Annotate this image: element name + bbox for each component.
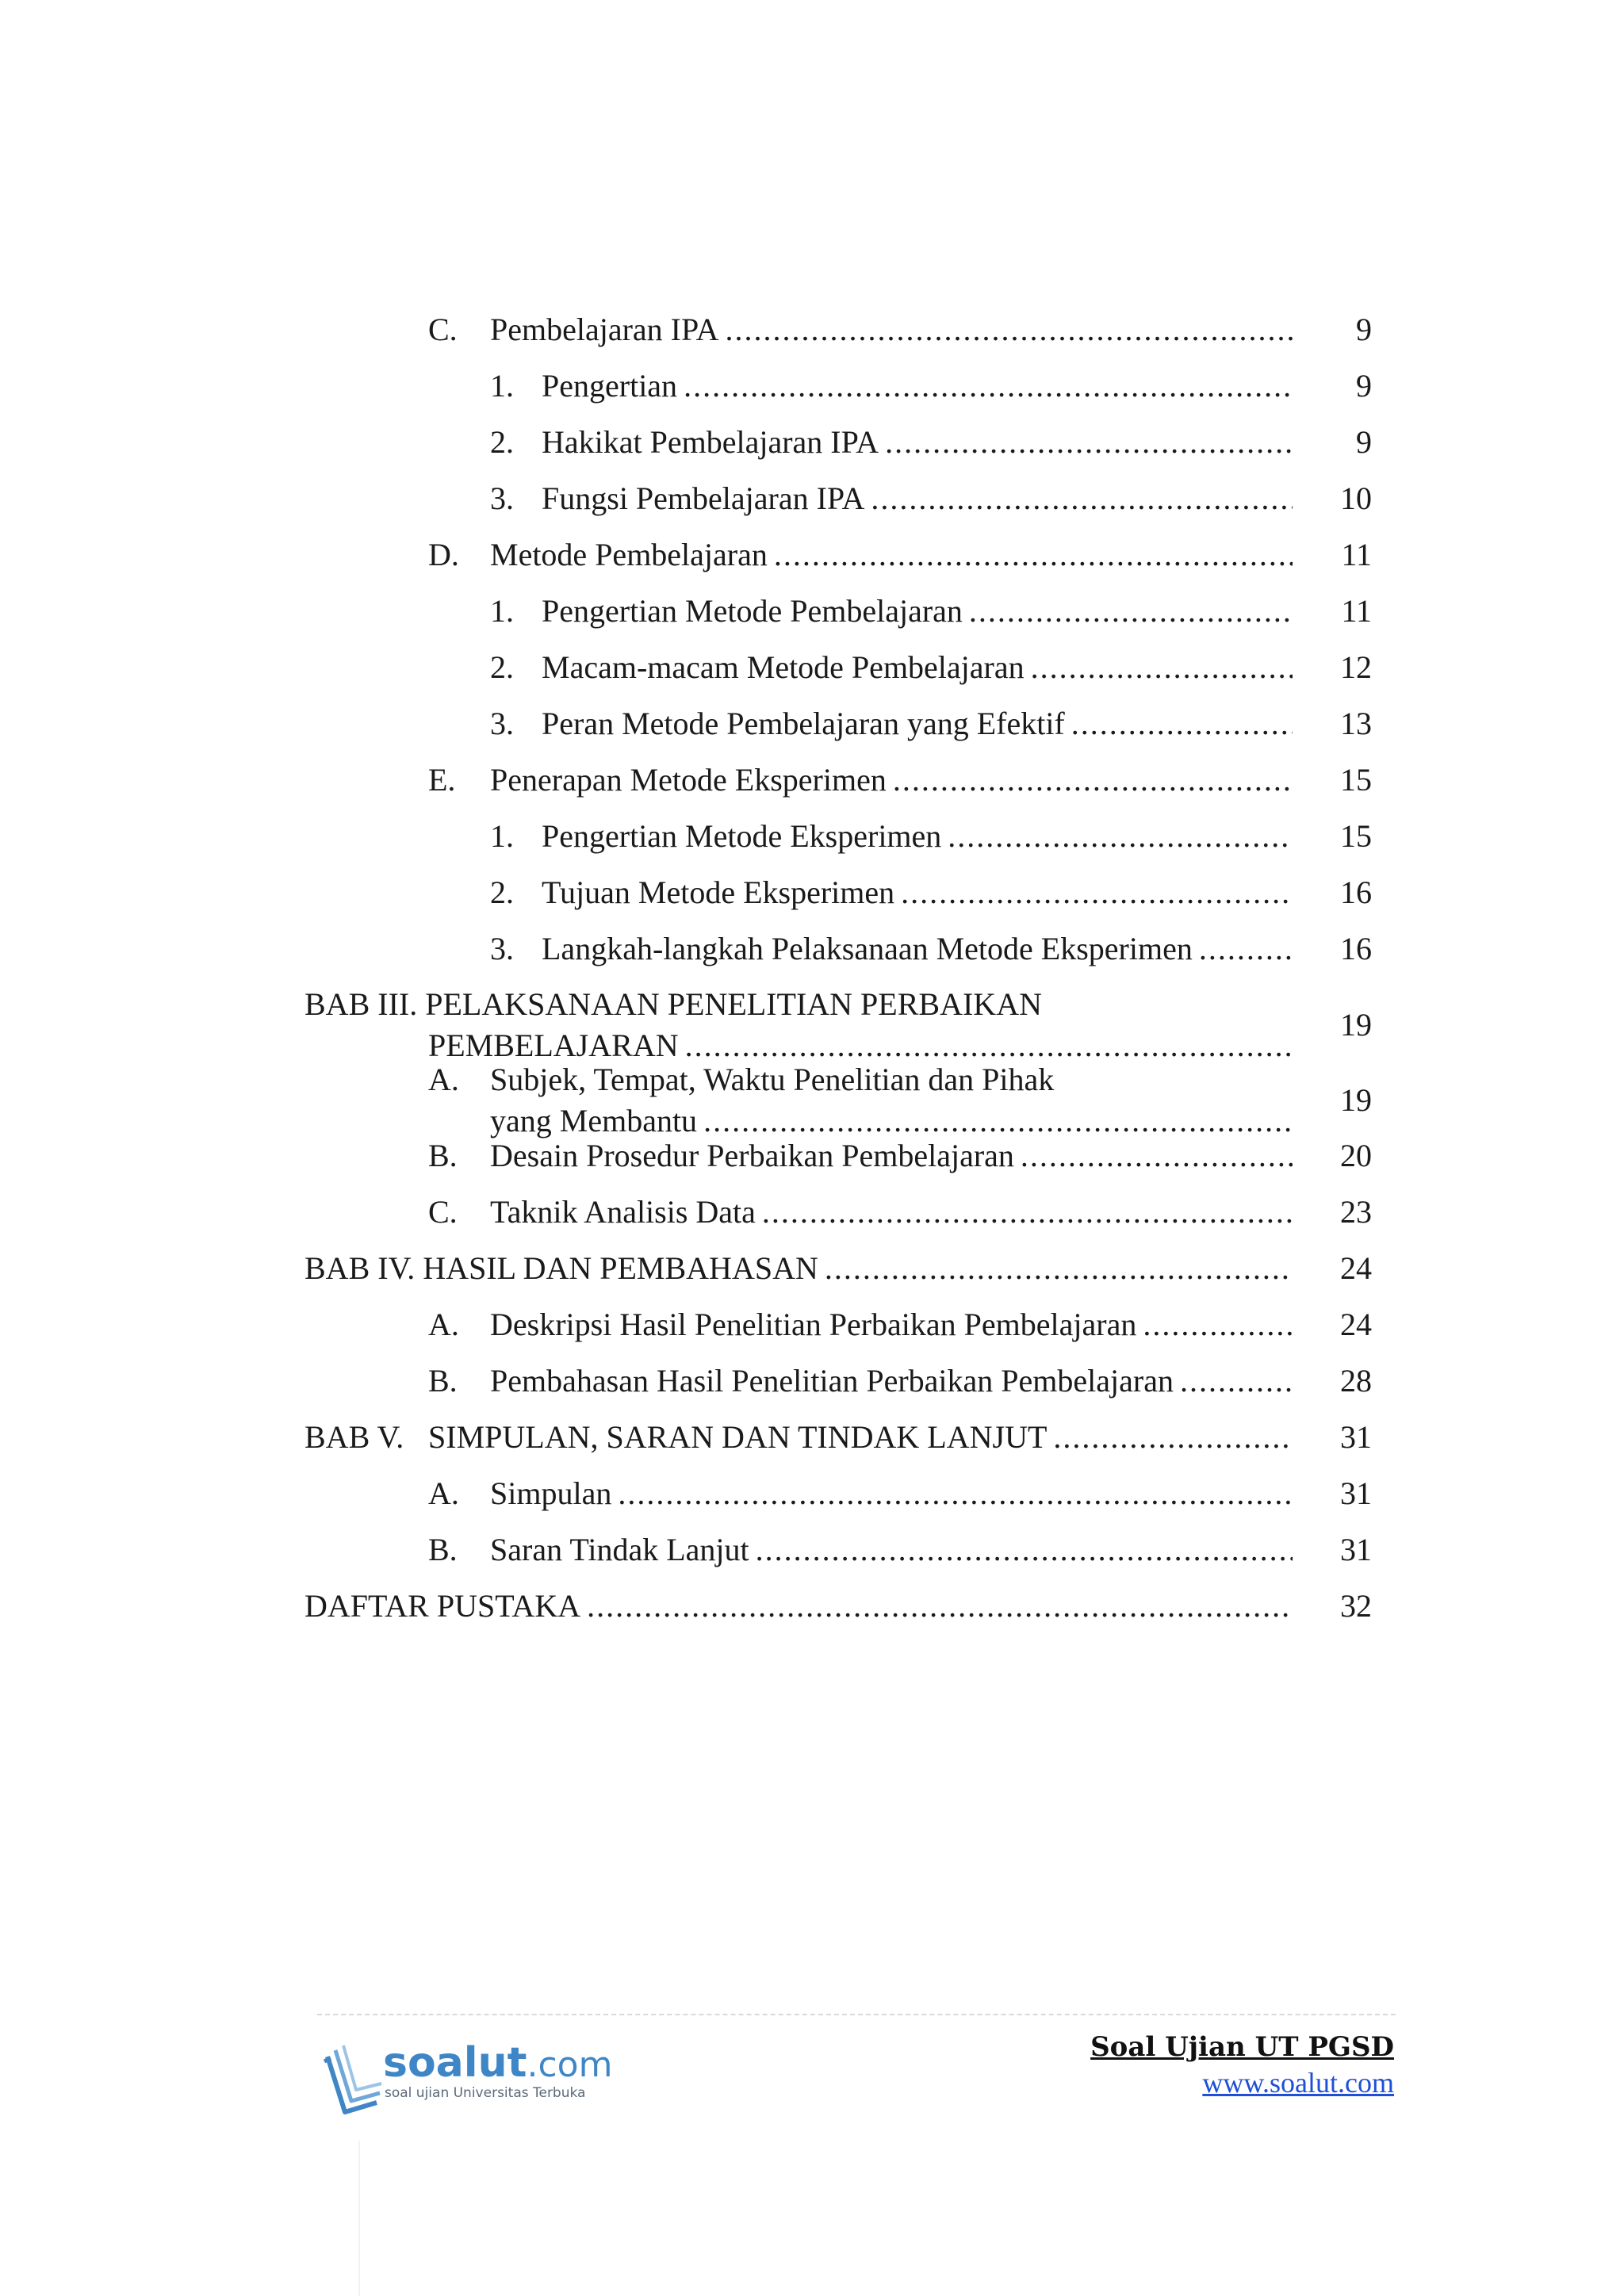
toc-row (0, 480, 1624, 518)
toc-entry[interactable] (542, 367, 1293, 405)
toc-entry[interactable] (490, 1362, 1293, 1400)
toc-row (0, 930, 1624, 968)
toc-row (0, 1531, 1624, 1569)
bab5-heading: SIMPULAN, SARAN DAN TINDAK LANJUT (428, 1419, 1048, 1455)
toc-entry[interactable] (542, 705, 1293, 743)
toc-row (0, 1475, 1624, 1513)
toc-page-number: 24 (1340, 1307, 1372, 1342)
bab3-a-title-line1: Subjek, Tempat, Waktu Penelitian dan Pihak (490, 1062, 1055, 1097)
bab4-entry[interactable] (304, 1249, 1293, 1288)
book-stack-icon (321, 2041, 385, 2117)
toc-page-number: 19 (1340, 1082, 1372, 1118)
toc-entry[interactable] (490, 1193, 1293, 1231)
toc-number: 2. (490, 649, 514, 685)
toc-page-number: 24 (1340, 1250, 1372, 1286)
toc-title: Taknik Analisis Data (490, 1194, 756, 1230)
toc-letter: D. (428, 537, 459, 572)
toc-letter: B. (428, 1532, 458, 1567)
toc-page-number: 15 (1340, 762, 1372, 798)
soalut-logo[interactable] (321, 2038, 638, 2117)
toc-entry[interactable] (490, 1306, 1293, 1344)
toc-row (0, 311, 1624, 349)
toc-row (0, 874, 1624, 912)
toc-row (0, 1193, 1624, 1231)
toc-title: Desain Prosedur Perbaikan Pembelajaran (490, 1138, 1014, 1173)
toc-number: 3. (490, 931, 514, 966)
toc-page-number: 11 (1341, 593, 1372, 629)
toc-letter: A. (428, 1062, 459, 1097)
toc-row (0, 649, 1624, 687)
toc-entry[interactable] (542, 874, 1293, 912)
toc-page-number: 20 (1340, 1138, 1372, 1173)
footer-title: Soal Ujian UT PGSD (1090, 2031, 1394, 2063)
toc-letter: A. (428, 1307, 459, 1342)
toc-number: 2. (490, 874, 514, 910)
toc-page-number: 9 (1356, 424, 1372, 460)
toc-number: 1. (490, 593, 514, 629)
toc-row (0, 1137, 1624, 1175)
toc-number: 1. (490, 818, 514, 854)
toc-letter: B. (428, 1138, 458, 1173)
toc-page-number: 10 (1340, 480, 1372, 516)
toc-page-number: 9 (1356, 368, 1372, 404)
bab3-entry[interactable] (428, 1027, 1293, 1065)
toc-page-number: 13 (1340, 706, 1372, 741)
toc-title: Simpulan (490, 1475, 612, 1511)
toc-title: Penerapan Metode Eksperimen (490, 762, 887, 798)
toc-entry[interactable] (542, 649, 1293, 687)
daftar-pustaka-entry[interactable] (304, 1587, 1293, 1625)
bab3-a-title-line2: yang Membantu (490, 1103, 698, 1138)
toc-entry[interactable] (490, 536, 1293, 574)
toc-title: Metode Pembelajaran (490, 537, 768, 572)
page-edge-shadow (358, 2141, 360, 2296)
toc-page-number: 11 (1341, 537, 1372, 572)
toc-title: Fungsi Pembelajaran IPA (542, 480, 865, 516)
toc-page-number: 31 (1340, 1419, 1372, 1455)
toc-title: Tujuan Metode Eksperimen (542, 874, 895, 910)
toc-title: Peran Metode Pembelajaran yang Efektif (542, 706, 1065, 741)
toc-title: Pengertian Metode Eksperimen (542, 818, 942, 854)
toc-page-number: 19 (1340, 1007, 1372, 1043)
toc-title: Pengertian (542, 368, 678, 404)
toc-number: 2. (490, 424, 514, 460)
toc-letter: A. (428, 1475, 459, 1511)
toc-letter: C. (428, 312, 458, 347)
toc-letter: E. (428, 762, 456, 798)
toc-page-number: 23 (1340, 1194, 1372, 1230)
daftar-pustaka-heading: DAFTAR PUSTAKA (304, 1588, 581, 1624)
toc-page-number: 31 (1340, 1532, 1372, 1567)
toc-entry[interactable] (490, 1137, 1293, 1175)
toc-entry[interactable] (490, 761, 1293, 799)
toc-number: 1. (490, 368, 514, 404)
toc-number: 3. (490, 706, 514, 741)
bab3-heading-line2: PEMBELAJARAN (428, 1027, 679, 1063)
toc-row (0, 367, 1624, 405)
toc-entry[interactable] (542, 930, 1293, 968)
toc-title: Pembahasan Hasil Penelitian Perbaikan Pembelajaran (490, 1363, 1174, 1399)
footer-website-link[interactable]: www.soalut.com (1202, 2067, 1394, 2099)
toc-row (0, 1362, 1624, 1400)
toc-row (0, 817, 1624, 855)
logo-wordmark: soalut.com (383, 2039, 613, 2087)
footer-divider (317, 2014, 1396, 2015)
toc-page-number: 15 (1340, 818, 1372, 854)
toc-entry[interactable] (490, 1531, 1293, 1569)
toc-title: Saran Tindak Lanjut (490, 1532, 749, 1567)
toc-row (0, 1249, 1624, 1288)
toc-row (0, 1587, 1624, 1625)
toc-page-number: 28 (1340, 1363, 1372, 1399)
logo-tagline: soal ujian Universitas Terbuka (385, 2085, 586, 2101)
bab3-heading-line1: BAB III. PELAKSANAAN PENELITIAN PERBAIKAN (304, 986, 1042, 1022)
toc-title: Deskripsi Hasil Penelitian Perbaikan Pembelajaran (490, 1307, 1137, 1342)
toc-row (0, 592, 1624, 630)
toc-page-number: 16 (1340, 874, 1372, 910)
toc-entry[interactable] (542, 817, 1293, 855)
toc-row (0, 1306, 1624, 1344)
bab3-a-entry[interactable] (490, 1102, 1293, 1140)
toc-title: Macam-macam Metode Pembelajaran (542, 649, 1025, 685)
toc-page-number: 32 (1340, 1588, 1372, 1624)
toc-row (0, 761, 1624, 799)
bab4-heading: BAB IV. HASIL DAN PEMBAHASAN (304, 1250, 818, 1286)
toc-letter: C. (428, 1194, 458, 1230)
toc-page-number: 31 (1340, 1475, 1372, 1511)
toc-row (0, 536, 1624, 574)
toc-page-number: 9 (1356, 312, 1372, 347)
toc-entry[interactable] (542, 480, 1293, 518)
bab5-label: BAB V. (304, 1419, 404, 1455)
toc-title: Hakikat Pembelajaran IPA (542, 424, 879, 460)
bab5-entry[interactable] (428, 1418, 1293, 1456)
toc-entry[interactable] (542, 423, 1293, 461)
toc-title: Pembelajaran IPA (490, 312, 719, 347)
toc-row (0, 1418, 1624, 1456)
toc-entry[interactable] (542, 592, 1293, 630)
toc-entry[interactable] (490, 311, 1293, 349)
toc-row (0, 423, 1624, 461)
toc-letter: B. (428, 1363, 458, 1399)
toc-row (0, 705, 1624, 743)
toc-entry[interactable] (490, 1475, 1293, 1513)
toc-page-number: 12 (1340, 649, 1372, 685)
toc-title: Langkah-langkah Pelaksanaan Metode Eksperimen (542, 931, 1193, 966)
toc-number: 3. (490, 480, 514, 516)
toc-title: Pengertian Metode Pembelajaran (542, 593, 963, 629)
toc-page-number: 16 (1340, 931, 1372, 966)
